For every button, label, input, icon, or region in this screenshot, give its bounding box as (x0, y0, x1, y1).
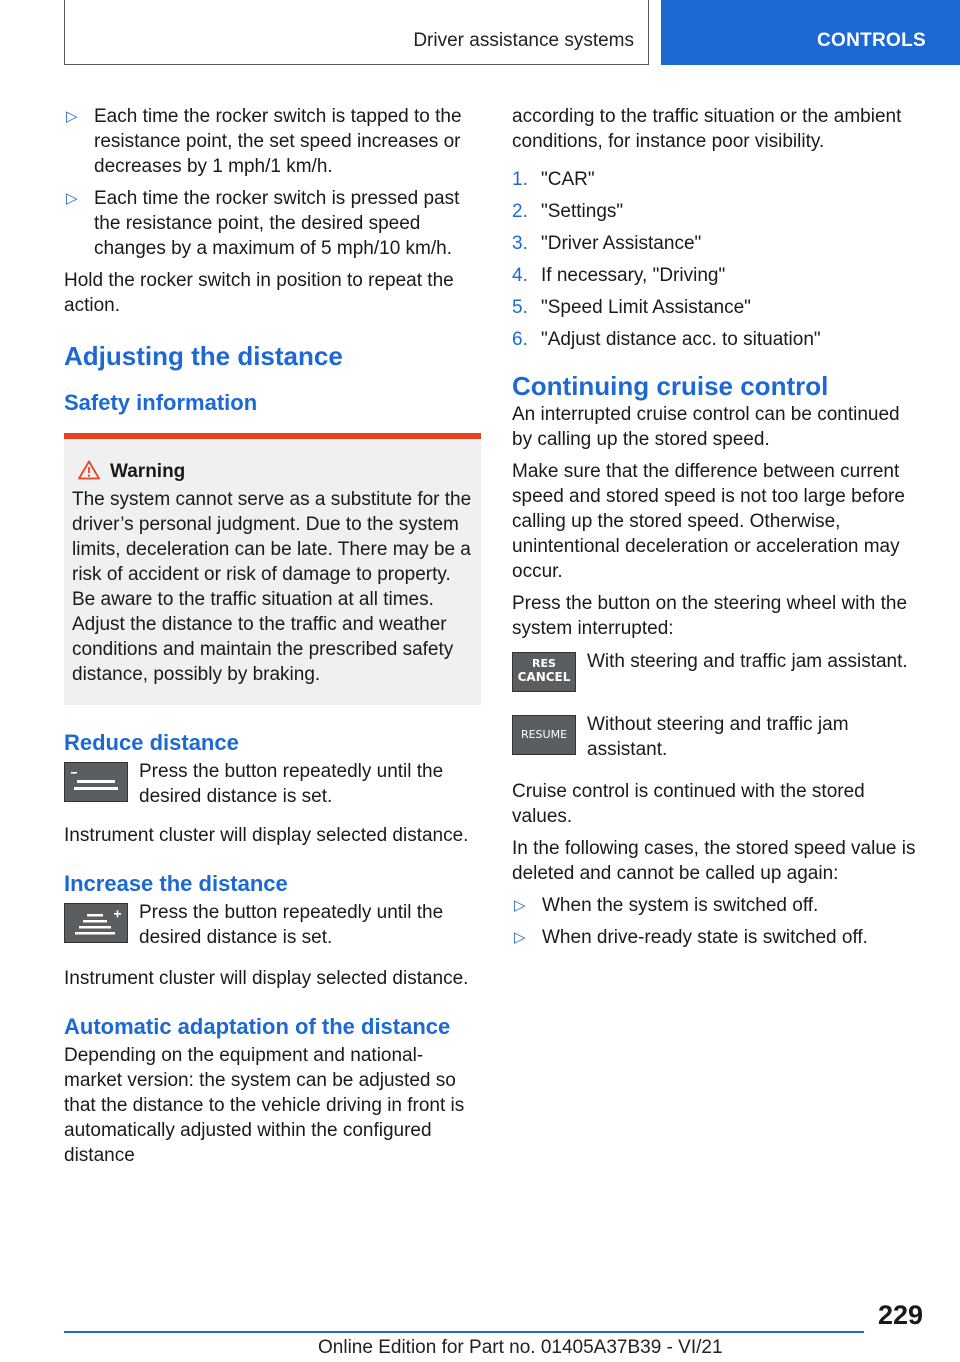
list-item: 1. "CAR" (512, 169, 595, 190)
list-item: 4. If necessary, "Driving" (512, 265, 726, 286)
left-column (64, 104, 481, 1175)
list-item: 2. "Settings" (512, 201, 624, 222)
list-item: 3. "Driver Assistance" (512, 233, 702, 254)
continuation-text: according to the traffic situation or the ambient conditions, for instance poor visibility. (512, 106, 902, 152)
bullet-triangle-icon: ▷ (66, 190, 78, 207)
header-section-title: Driver assistance systems (413, 30, 634, 51)
warning-box (64, 433, 481, 705)
body-paragraph: Make sure that the difference between current speed and stored speed is not too large before calling up the stored speed. Otherwise, unintentional deceleration or acceleration may occur. (512, 461, 905, 582)
footer-divider (64, 1331, 864, 1333)
res-cancel-button-icon: RES CANCEL (512, 652, 576, 692)
reduce-after-text: Instrument cluster will display selected distance. (64, 825, 469, 846)
warning-triangle-icon (78, 460, 100, 480)
warning-title: Warning (72, 459, 475, 484)
res-cancel-row: RES CANCEL With steering and traffic jam assistant. (512, 649, 922, 691)
body-paragraph: In the following cases, the stored speed value is deleted and cannot be called up again: (512, 838, 916, 884)
resume-button-icon: RESUME (512, 715, 576, 755)
auto-adaptation-text: Depending on the equipment and national-market version: the system can be adjusted so that the distance to the vehicle driving in front is automatically adjusted within the configured distance (64, 1045, 465, 1166)
heading-increase-distance: Increase the distance (64, 871, 288, 896)
resume-row: RESUME Without steering and traffic jam assistant. (512, 712, 922, 762)
list-item: 6. "Adjust distance acc. to situation" (512, 329, 821, 350)
header-section-box (64, 0, 649, 65)
right-column (512, 104, 922, 957)
footer-edition: Online Edition for Part no. 01405A37B39 - VI/21 (318, 1337, 723, 1358)
list-item: ▷ When the system is switched off. (514, 895, 819, 916)
bullet-triangle-icon: ▷ (514, 897, 526, 914)
list-item: 5. "Speed Limit Assistance" (512, 297, 751, 318)
header-tab-label: CONTROLS (816, 30, 926, 51)
header-tab[interactable] (661, 0, 960, 65)
bullet-triangle-icon: ▷ (514, 929, 526, 946)
heading-safety-information: Safety information (64, 390, 258, 415)
increase-distance-row: Press the button repeatedly until the desired distance is set. (64, 900, 481, 950)
distance-increase-icon (64, 903, 128, 943)
body-paragraph: Cruise control is continued with the stored values. (512, 781, 865, 827)
heading-adjusting-distance: Adjusting the distance (64, 341, 343, 371)
list-item: ▷ Each time the rocker switch is pressed past the resistance point, the desired speed changes by a maximum of 5 mph/10 km/h. (66, 188, 460, 259)
reduce-distance-row: Press the button repeatedly until the desired distance is set. (64, 759, 481, 809)
hold-text: Hold the rocker switch in position to repeat the action. (64, 270, 454, 316)
list-item: ▷ Each time the rocker switch is tapped to the resistance point, the set speed increases or decreases by 1 mph/1 km/h. (66, 106, 462, 177)
page-number: 229 (878, 1300, 924, 1330)
list-item: ▷ When drive-ready state is switched off. (514, 927, 868, 948)
warning-paragraph: The system cannot serve as a substitute for the driver’s personal judgment. Due to the system limits, deceleration can be late. There may be a risk of accident or risk of damage to property. (72, 489, 472, 585)
heading-continuing-cruise-control: Continuing cruise control (512, 371, 829, 401)
warning-paragraph: Be aware to the traffic situation at all times. Adjust the distance to the traffic and weather conditions and maintain the prescribed safety distance, possibly by braking. (72, 589, 454, 685)
heading-reduce-distance: Reduce distance (64, 730, 239, 755)
heading-automatic-adaptation: Automatic adaptation of the distance (64, 1014, 451, 1039)
distance-reduce-icon (64, 762, 128, 802)
increase-after-text: Instrument cluster will display selected distance. (64, 968, 469, 989)
bullet-triangle-icon: ▷ (66, 108, 78, 125)
body-paragraph: An interrupted cruise control can be continued by calling up the stored speed. (512, 404, 900, 450)
body-paragraph: Press the button on the steering wheel with the system interrupted: (512, 593, 908, 639)
